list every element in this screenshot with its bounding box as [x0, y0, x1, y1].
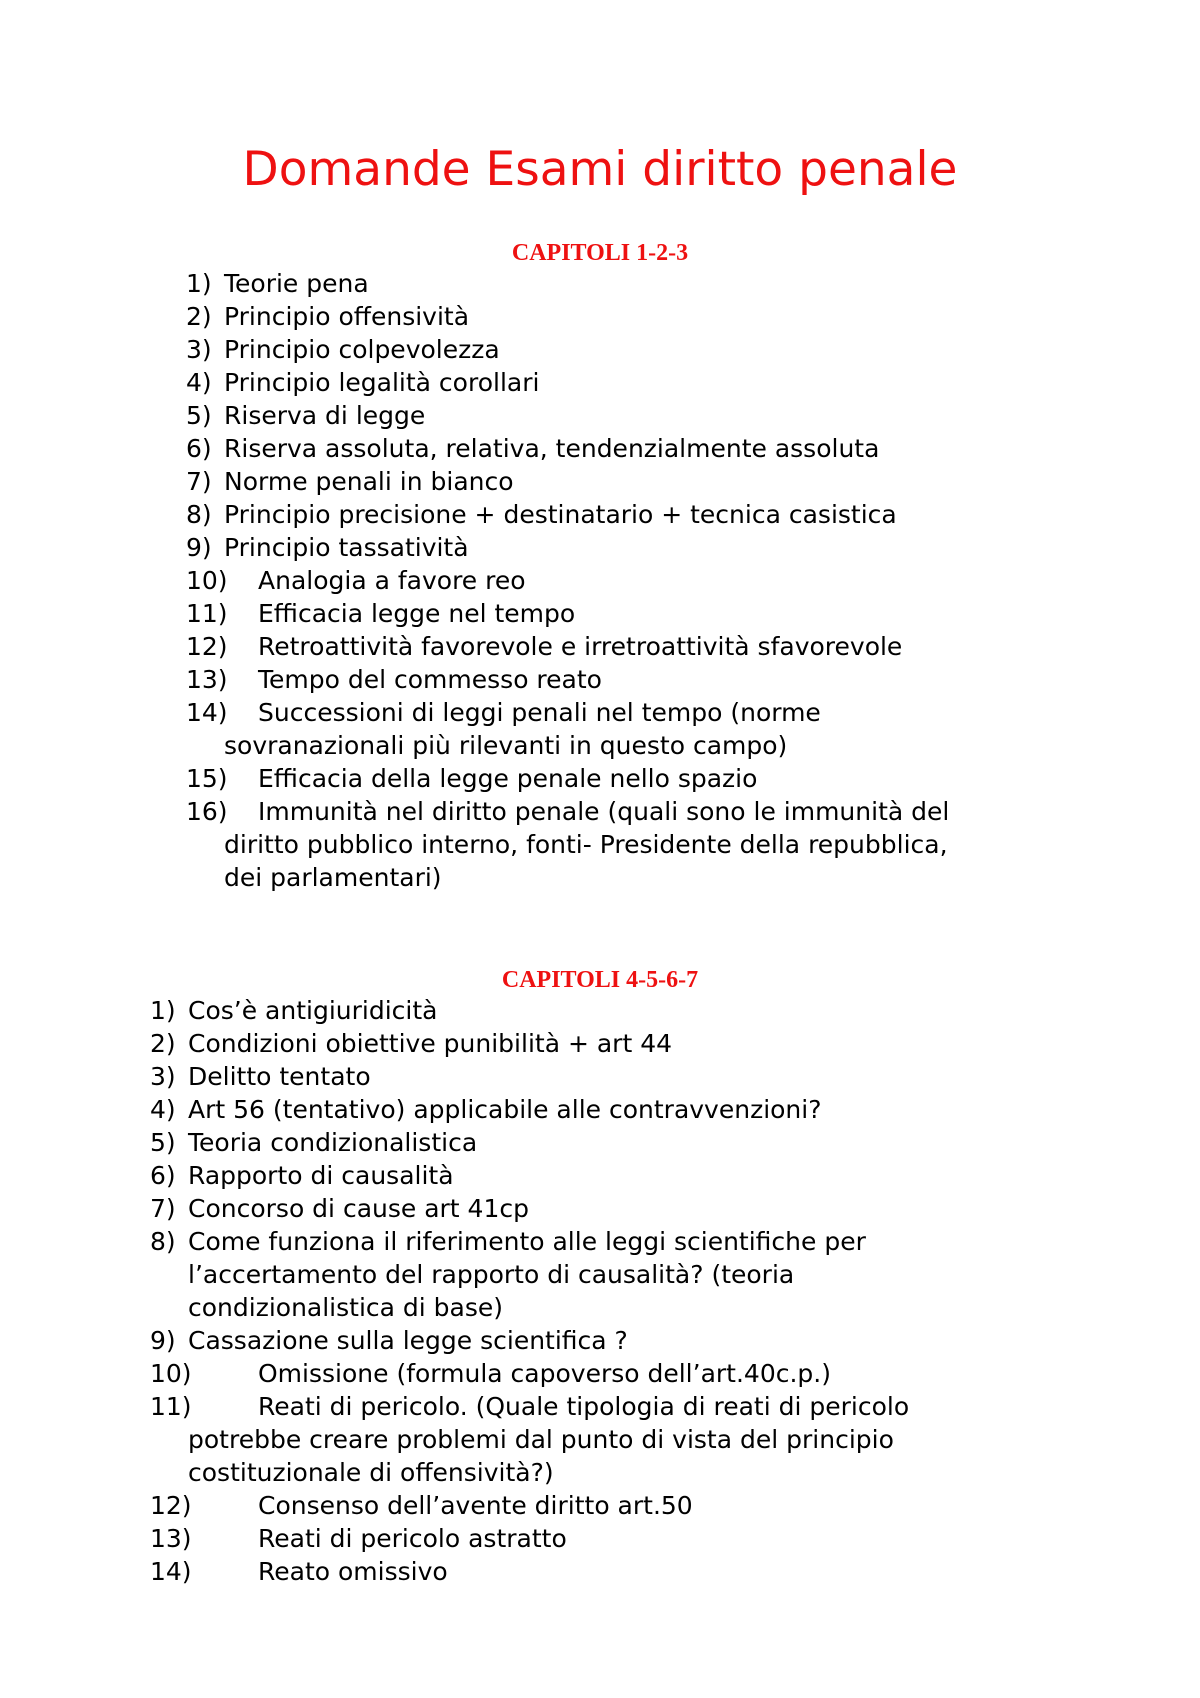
question-number: 5)	[150, 1128, 176, 1157]
question-item	[150, 1522, 1050, 1555]
question-text-block	[186, 267, 1086, 300]
question-number: 7)	[186, 467, 212, 496]
question-text: Come funziona il riferimento alle leggi scientifiche per	[188, 1227, 866, 1256]
question-item	[150, 1027, 1050, 1060]
question-text-block	[186, 432, 1086, 465]
question-number: 13)	[186, 665, 228, 694]
question-text-block	[186, 399, 1086, 432]
question-number: 1)	[150, 996, 176, 1025]
question-text-block	[150, 1192, 1050, 1225]
question-text-continuation: costituzionale di offensività?)	[188, 1458, 554, 1487]
question-item	[150, 994, 1050, 1027]
question-text-block	[186, 531, 1086, 564]
question-text: Norme penali in bianco	[224, 467, 514, 496]
question-text: Retroattività favorevole e irretroattività sfavorevole	[258, 632, 903, 661]
question-text: Delitto tentato	[188, 1062, 371, 1091]
question-item	[150, 1060, 1050, 1093]
question-text-block	[150, 1093, 1050, 1126]
question-number: 2)	[186, 302, 212, 331]
question-text-block	[150, 1522, 1050, 1555]
question-number: 16)	[186, 797, 228, 826]
question-text: Reato omissivo	[258, 1557, 448, 1586]
question-text-continuation: diritto pubblico interno, fonti- Presidente della repubblica,	[224, 830, 948, 859]
question-text-continuation: l’accertamento del rapporto di causalità? (teoria	[188, 1260, 795, 1289]
question-text: Condizioni obiettive punibilità + art 44	[188, 1029, 673, 1058]
question-number: 9)	[150, 1326, 176, 1355]
question-item	[150, 1324, 1050, 1357]
question-text-block	[150, 1060, 1050, 1093]
question-number: 7)	[150, 1194, 176, 1223]
question-number: 8)	[186, 500, 212, 529]
question-text-block	[150, 1324, 1050, 1357]
question-text-continuation: potrebbe creare problemi dal punto di vista del principio	[188, 1425, 894, 1454]
question-item	[186, 366, 1086, 399]
question-text-block	[186, 498, 1086, 531]
question-number: 5)	[186, 401, 212, 430]
question-text-block	[150, 1027, 1050, 1060]
question-item	[186, 399, 1086, 432]
question-text: Concorso di cause art 41cp	[188, 1194, 529, 1223]
question-number: 14)	[150, 1557, 192, 1586]
question-item	[150, 1357, 1050, 1390]
question-text-block	[150, 1126, 1050, 1159]
question-text: Consenso dell’avente diritto art.50	[258, 1491, 693, 1520]
question-text: Art 56 (tentativo) applicabile alle contravvenzioni?	[188, 1095, 822, 1124]
question-text-block	[150, 1390, 1050, 1489]
question-text: Principio precisione + destinatario + tecnica casistica	[224, 500, 897, 529]
question-number: 1)	[186, 269, 212, 298]
question-number: 10)	[150, 1359, 192, 1388]
question-text-block	[186, 564, 1086, 597]
question-text-block	[186, 762, 1086, 795]
question-number: 9)	[186, 533, 212, 562]
question-text: Teorie pena	[224, 269, 369, 298]
question-text: Principio tassatività	[224, 533, 469, 562]
question-text: Riserva assoluta, relativa, tendenzialmente assoluta	[224, 434, 880, 463]
question-text: Immunità nel diritto penale (quali sono le immunità del	[258, 797, 950, 826]
question-text-block	[150, 1225, 1050, 1324]
question-text: Riserva di legge	[224, 401, 426, 430]
question-number: 14)	[186, 698, 228, 727]
question-text: Analogia a favore reo	[258, 566, 526, 595]
question-text-block	[186, 597, 1086, 630]
question-item	[186, 663, 1086, 696]
question-text-block	[186, 366, 1086, 399]
question-text: Reati di pericolo astratto	[258, 1524, 567, 1553]
question-item	[150, 1093, 1050, 1126]
question-item	[150, 1390, 1050, 1489]
question-list-chapters-4-5-6-7	[150, 994, 1050, 1588]
question-text: Principio colpevolezza	[224, 335, 500, 364]
question-text-block	[186, 333, 1086, 366]
question-number: 12)	[150, 1491, 192, 1520]
question-text: Principio offensività	[224, 302, 470, 331]
question-number: 11)	[186, 599, 228, 628]
question-text: Teoria condizionalistica	[188, 1128, 478, 1157]
question-number: 11)	[150, 1392, 192, 1421]
question-number: 8)	[150, 1227, 176, 1256]
question-list-chapters-1-2-3	[186, 267, 1086, 894]
question-text: Efficacia della legge penale nello spazio	[258, 764, 758, 793]
question-text-block	[186, 465, 1086, 498]
question-text-block	[186, 696, 1086, 762]
question-number: 6)	[186, 434, 212, 463]
question-item	[150, 1225, 1050, 1324]
question-text: Rapporto di causalità	[188, 1161, 454, 1190]
question-item	[186, 333, 1086, 366]
question-text-continuation: dei parlamentari)	[224, 863, 442, 892]
section-heading-chapters-1-2-3: CAPITOLI 1-2-3	[511, 240, 689, 266]
question-text-continuation: condizionalistica di base)	[188, 1293, 504, 1322]
question-number: 12)	[186, 632, 228, 661]
question-text: Omissione (formula capoverso dell’art.40c.p.)	[258, 1359, 831, 1388]
question-number: 2)	[150, 1029, 176, 1058]
question-item	[150, 1555, 1050, 1588]
question-number: 15)	[186, 764, 228, 793]
question-text: Cos’è antigiuridicità	[188, 996, 438, 1025]
question-number: 10)	[186, 566, 228, 595]
question-item	[186, 300, 1086, 333]
question-number: 4)	[186, 368, 212, 397]
question-number: 4)	[150, 1095, 176, 1124]
question-item	[186, 762, 1086, 795]
question-item	[186, 564, 1086, 597]
question-item	[186, 795, 1086, 894]
question-text-block	[150, 994, 1050, 1027]
question-text: Successioni di leggi penali nel tempo (norme	[258, 698, 821, 727]
question-number: 3)	[150, 1062, 176, 1091]
question-item	[186, 696, 1086, 762]
question-item	[186, 432, 1086, 465]
question-text: Efficacia legge nel tempo	[258, 599, 576, 628]
question-text: Cassazione sulla legge scientifica ?	[188, 1326, 628, 1355]
question-item	[186, 597, 1086, 630]
question-item	[150, 1159, 1050, 1192]
question-item	[186, 498, 1086, 531]
question-text-block	[150, 1159, 1050, 1192]
question-text-block	[186, 663, 1086, 696]
question-item	[150, 1126, 1050, 1159]
question-item	[186, 267, 1086, 300]
question-number: 3)	[186, 335, 212, 364]
document-title: Domande Esami diritto penale	[242, 142, 958, 197]
question-text-block	[186, 300, 1086, 333]
question-text-block	[150, 1489, 1050, 1522]
question-text-block	[150, 1555, 1050, 1588]
question-text-block	[186, 795, 1086, 894]
question-text: Tempo del commesso reato	[258, 665, 602, 694]
section-heading-chapters-4-5-6-7: CAPITOLI 4-5-6-7	[501, 967, 699, 993]
question-item	[150, 1489, 1050, 1522]
question-number: 6)	[150, 1161, 176, 1190]
question-item	[150, 1192, 1050, 1225]
question-text-continuation: sovranazionali più rilevanti in questo campo)	[224, 731, 788, 760]
question-item	[186, 531, 1086, 564]
question-number: 13)	[150, 1524, 192, 1553]
question-text: Principio legalità corollari	[224, 368, 540, 397]
question-text-block	[150, 1357, 1050, 1390]
question-text: Reati di pericolo. (Quale tipologia di reati di pericolo	[258, 1392, 910, 1421]
question-text-block	[186, 630, 1086, 663]
question-item	[186, 630, 1086, 663]
question-item	[186, 465, 1086, 498]
